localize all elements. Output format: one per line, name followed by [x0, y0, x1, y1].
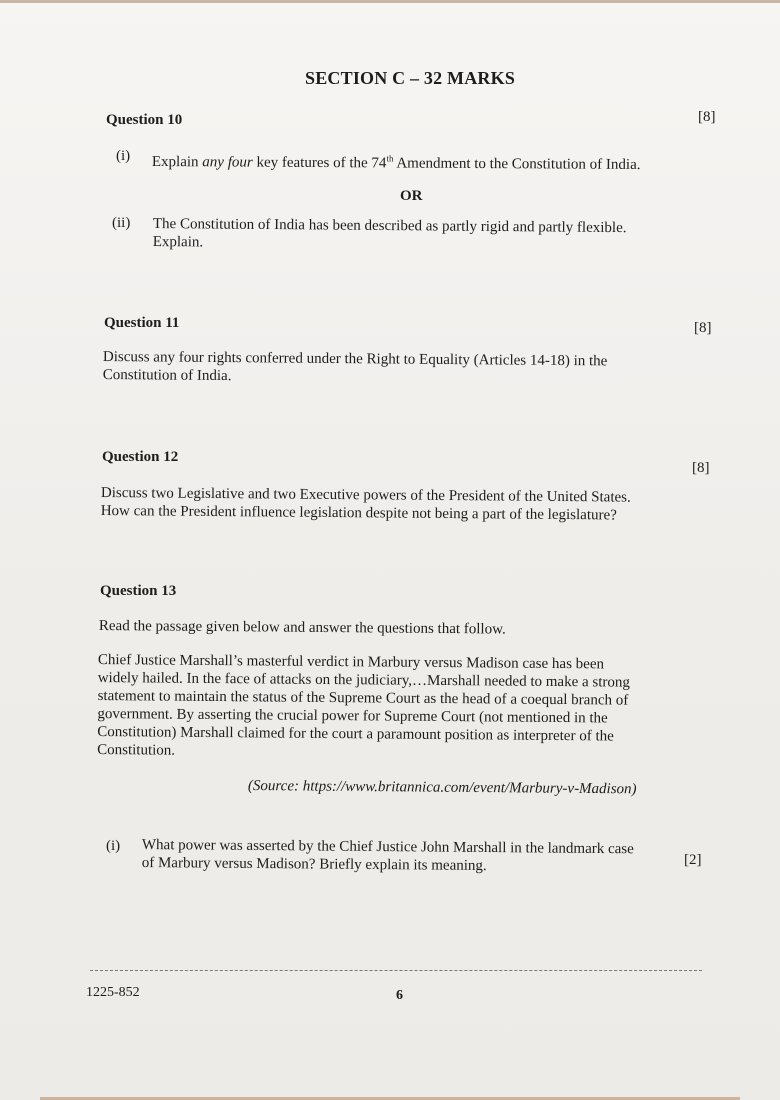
- passage-line-2: widely hailed. In the face of attacks on the judiciary,…Marshall needed to make a strong: [97, 669, 630, 691]
- q10-ii-line-1: The Constitution of India has been described as partly rigid and partly flexible.: [152, 215, 627, 237]
- question-10-marks: [8]: [698, 109, 716, 125]
- passage-line-6: Constitution.: [97, 741, 176, 759]
- question-11-text: [103, 348, 608, 388]
- question-12-text: [101, 484, 631, 525]
- section-title: SECTION C – 32 MARKS: [305, 68, 516, 88]
- question-13-intro: Read the passage given below and answer the questions that follow.: [98, 617, 506, 638]
- question-10-part-ii-number: (ii): [112, 215, 131, 231]
- passage-line-4: government. By asserting the crucial power for Supreme Court (not mentioned in the: [97, 705, 608, 727]
- q10-text-c: key features of the 74: [252, 154, 387, 172]
- page-number: 6: [396, 988, 403, 1003]
- paper-code: 1225-852: [86, 985, 140, 1000]
- question-12-marks: [8]: [692, 460, 710, 476]
- q10-text-d: Amendment to the Constitution of India.: [393, 155, 641, 173]
- q10-ii-line-2: Explain.: [152, 233, 204, 251]
- q12-line-1: Discuss two Legislative and two Executive powers of the President of the United States.: [100, 484, 631, 506]
- question-10-heading: Question 10: [106, 112, 183, 128]
- passage-line-1: Chief Justice Marshall’s masterful verdict in Marbury versus Madison case has been: [97, 651, 605, 673]
- passage-line-5: Constitution) Marshall claimed for the court a paramount position as interpreter of the: [97, 723, 614, 745]
- question-11-marks: [8]: [694, 320, 712, 336]
- q10-text-sup: th: [386, 153, 394, 164]
- question-10-or: OR: [400, 188, 423, 204]
- page-top-edge: [0, 0, 780, 3]
- q12-line-2: How can the President influence legislation despite not being a part of the legislature?: [100, 502, 617, 524]
- question-13-heading: Question 13: [100, 583, 177, 599]
- q11-line-2: Constitution of India.: [102, 366, 232, 385]
- question-13-part-i-marks: [2]: [684, 852, 702, 868]
- question-10-part-i-text: [152, 148, 641, 174]
- question-10-part-ii-text: [153, 215, 627, 255]
- q10-text-emphasis: any four: [202, 154, 253, 171]
- question-13-passage: [97, 651, 630, 764]
- question-13-part-i-text: [142, 836, 634, 876]
- q13-i-line-1: What power was asserted by the Chief Justice John Marshall in the landmark case: [141, 836, 634, 858]
- question-12-heading: Question 12: [102, 449, 179, 465]
- passage-source: (Source: https://www.britannica.com/event/Marbury-v-Madison): [247, 778, 637, 798]
- footer-divider: [90, 970, 702, 971]
- q11-line-1: Discuss any four rights conferred under the Right to Equality (Articles 14-18) in the: [102, 348, 608, 370]
- q10-text-a: Explain: [151, 153, 203, 171]
- passage-line-3: statement to maintain the status of the Supreme Court as the head of a coequal branch of: [97, 687, 629, 709]
- question-13-part-i-number: (i): [106, 838, 121, 854]
- question-11-heading: Question 11: [104, 315, 180, 331]
- question-10-part-i-number: (i): [116, 148, 131, 164]
- q13-i-line-2: of Marbury versus Madison? Briefly explain its meaning.: [141, 854, 487, 875]
